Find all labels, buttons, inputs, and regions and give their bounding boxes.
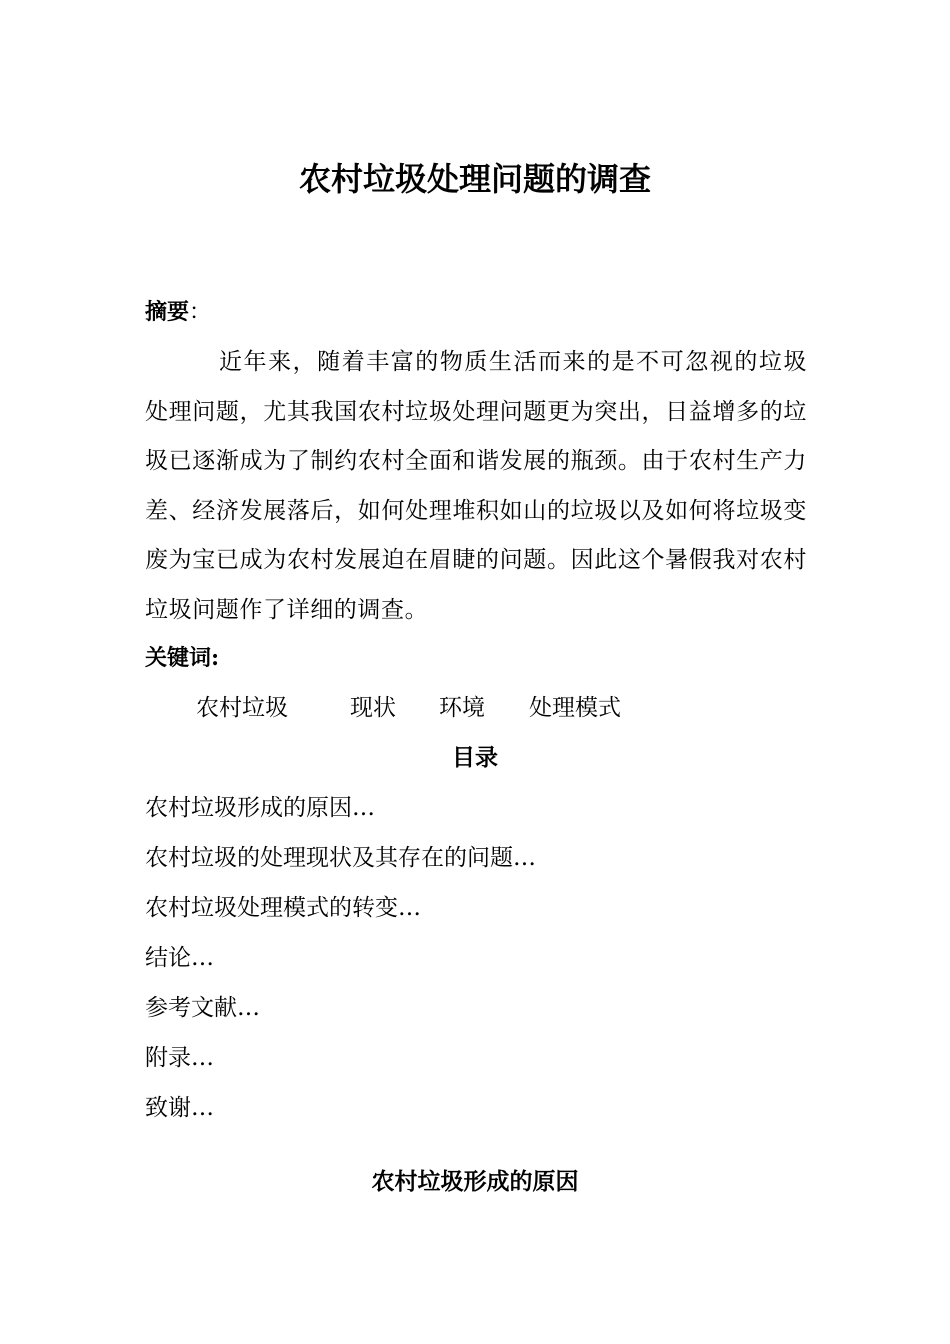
document-title: 农村垃圾处理问题的调查 bbox=[298, 160, 651, 198]
abstract-body: 近年来，随着丰富的物质生活而来的是不可忽视的垃圾处理问题，尤其我国农村垃圾处理问题更为突出，日益增多的垃圾已逐渐成为了制约农村全面和谐发展的瓶颈。由于农村生产力差、经济发展落后，如何处理堆积如山的垃圾以及如何将垃圾变废为宝已成为农村发展迫在眉睫的问题。因此这个暑假我对农村垃圾问题作了详细的调查。 bbox=[145, 349, 807, 623]
keyword-item: 农村垃圾 bbox=[196, 695, 288, 721]
toc-item[interactable]: 致谢… bbox=[145, 1095, 214, 1121]
toc-item[interactable]: 农村垃圾的处理现状及其存在的问题… bbox=[145, 845, 536, 871]
abstract-label bbox=[145, 292, 211, 333]
abstract-label-colon: ： bbox=[189, 300, 212, 325]
toc-item[interactable]: 农村垃圾处理模式的转变… bbox=[145, 895, 421, 921]
keyword-item: 处理模式 bbox=[529, 695, 621, 721]
toc-item[interactable]: 农村垃圾形成的原因… bbox=[145, 795, 375, 821]
toc-item[interactable]: 附录… bbox=[145, 1045, 214, 1071]
keyword-item: 环境 bbox=[439, 695, 485, 721]
section-heading: 农村垃圾形成的原因 bbox=[371, 1168, 579, 1195]
toc-item[interactable]: 参考文献… bbox=[145, 995, 260, 1021]
table-of-contents bbox=[145, 786, 536, 1136]
abstract-label-text: 摘要 bbox=[145, 299, 190, 325]
keywords-label: 关键词: bbox=[145, 645, 220, 671]
toc-item[interactable]: 结论… bbox=[145, 945, 214, 971]
keyword-item: 现状 bbox=[350, 695, 396, 721]
toc-heading: 目录 bbox=[452, 744, 498, 771]
